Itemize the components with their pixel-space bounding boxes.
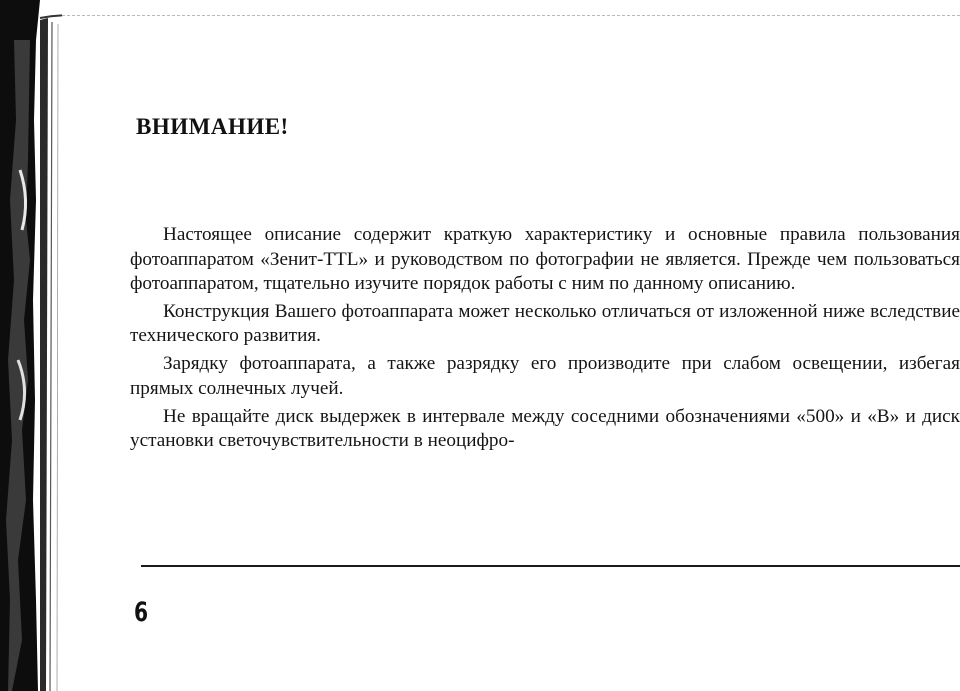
- book-spine-edge: [0, 0, 62, 691]
- paragraph-4: Не вращайте диск выдержек в интервале между соседними обозначениями «500» и «В» и диск установки светочувствительности в неоцифро-: [130, 405, 960, 452]
- page-number: 6: [134, 597, 149, 628]
- paragraph-3: Зарядку фотоаппарата, а также разрядку его производите при слабом освещении, избегая прямых солнечных лучей.: [130, 353, 960, 399]
- body-text: [130, 223, 960, 457]
- footer-rule: [141, 565, 960, 567]
- page-top-edge: [62, 15, 960, 16]
- page-heading: ВНИМАНИЕ!: [136, 114, 289, 139]
- paragraph-1: Настоящее описание содержит краткую характеристику и основные правила пользования фотоаппаратом «Зенит-TTL» и руководством по фотографии не является. Прежде чем пользоваться фотоаппаратом, тщательно изучите порядок работы с ним по данному описанию.: [130, 224, 960, 294]
- paragraph-2: Конструкция Вашего фотоаппарата может несколько отличаться от изложенной ниже вследствие технического развития.: [130, 300, 960, 347]
